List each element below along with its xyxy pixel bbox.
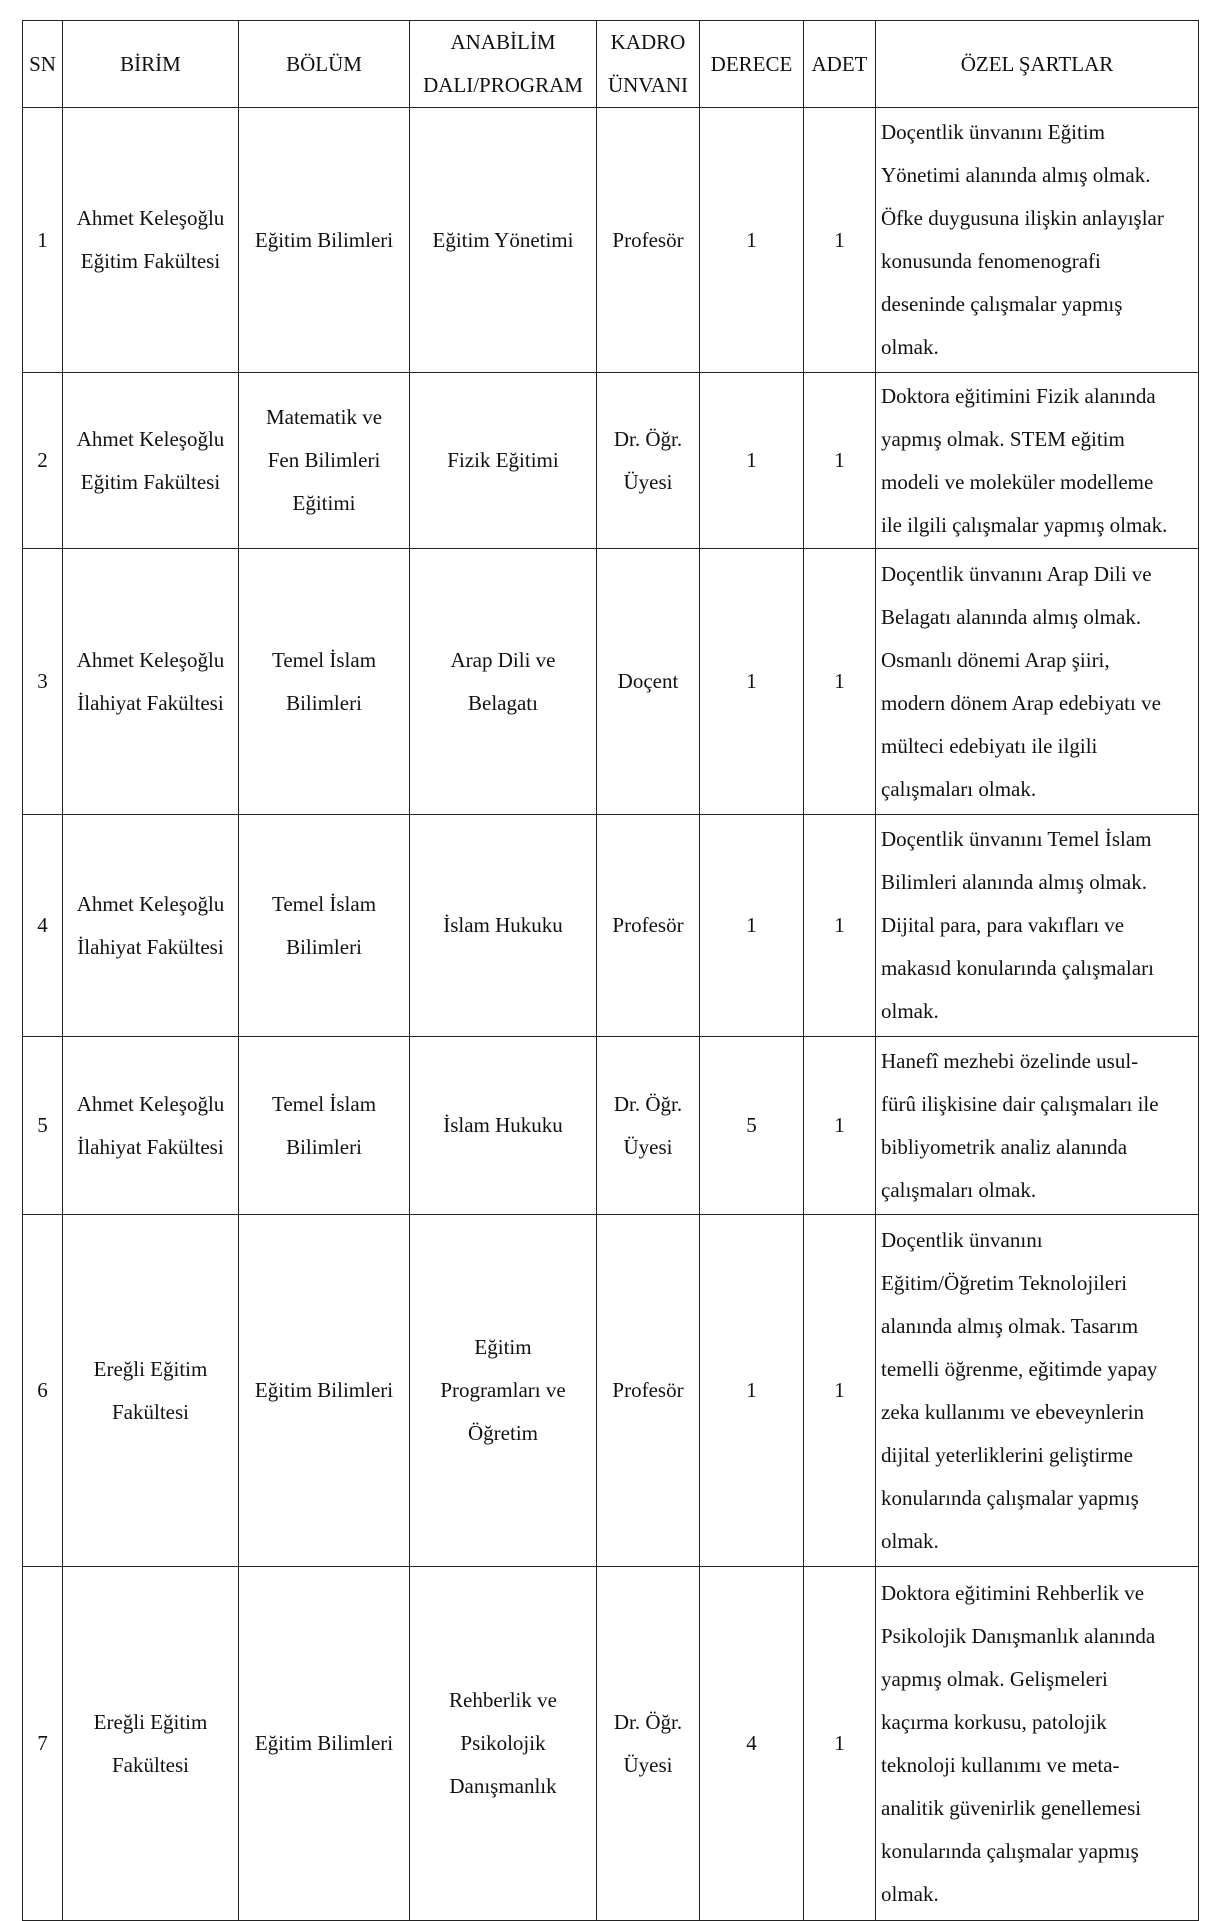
cell-derece-value: 5: [746, 1113, 757, 1137]
cell-bolum-line: Eğitimi: [292, 491, 356, 515]
cell-bolum-line: Eğitim Bilimleri: [254, 1731, 394, 1755]
cell-bolum: [239, 373, 410, 549]
cell-adet: [804, 373, 876, 549]
cell-anabilim-line: Öğretim: [468, 1421, 538, 1445]
cell-bolum-line: Eğitim Bilimleri: [254, 227, 394, 252]
cell-bolum: [239, 549, 410, 815]
cell-sn-value: 5: [37, 1113, 48, 1137]
cell-anabilim: [410, 373, 597, 549]
cell-ozel-sartlar-line: olmak.: [881, 1881, 939, 1906]
cell-birim-line: Eğitim Fakültesi: [80, 469, 221, 494]
cell-ozel-sartlar-line: Doçentlik ünvanını: [881, 1227, 1043, 1252]
cell-derece-value: 1: [746, 448, 757, 472]
cell-anabilim-line: Arap Dili ve: [450, 647, 556, 672]
cell-anabilim: [410, 108, 597, 373]
table-row: [23, 815, 1199, 1037]
cell-bolum: [239, 1215, 410, 1567]
cell-adet-value: 1: [834, 1731, 845, 1755]
cell-ozel-sartlar: [876, 1037, 1199, 1215]
cell-ozel-sartlar-line: Osmanlı dönemi Arap şiiri,: [881, 647, 1110, 672]
cell-sn: [23, 815, 63, 1037]
cell-sn-value: 4: [37, 913, 48, 937]
cell-ozel-sartlar-line: Doktora eğitimini Fizik alanında: [881, 383, 1156, 408]
cell-bolum: [239, 1567, 410, 1921]
cell-ozel-sartlar-line: zeka kullanımı ve ebeveynlerin: [881, 1399, 1144, 1424]
cell-birim-line: Fakültesi: [112, 1752, 189, 1777]
cell-derece: [700, 815, 804, 1037]
header-adet: ADET: [804, 21, 876, 108]
cell-sn: [23, 108, 63, 373]
cell-anabilim-line: İslam Hukuku: [443, 913, 563, 937]
cell-anabilim-line: İslam Hukuku: [443, 1113, 563, 1137]
cell-bolum-line: Fen Bilimleri: [267, 448, 381, 472]
cell-ozel-sartlar-line: konusunda fenomenografi: [881, 249, 1101, 273]
cell-adet-value: 1: [834, 1113, 845, 1137]
cell-adet: [804, 549, 876, 815]
cell-ozel-sartlar-line: Hanefî mezhebi özelinde usul-: [881, 1048, 1139, 1073]
cell-anabilim-line: Programları ve: [440, 1378, 566, 1402]
cell-kadro: [597, 549, 700, 815]
cell-anabilim: [410, 549, 597, 815]
cell-ozel-sartlar-line: Doçentlik ünvanını Temel İslam: [881, 827, 1152, 851]
cell-birim-line: İlahiyat Fakültesi: [77, 934, 224, 959]
cell-birim: [63, 373, 239, 549]
cell-derece: [700, 1567, 804, 1921]
cell-sn: [23, 1037, 63, 1215]
cell-kadro: [597, 108, 700, 373]
cell-kadro-line: Üyesi: [623, 1134, 673, 1159]
cell-bolum-line: Temel İslam: [271, 891, 377, 916]
cell-sn: [23, 1215, 63, 1567]
cell-derece: [700, 108, 804, 373]
cell-kadro: [597, 1037, 700, 1215]
header-birim: BİRİM: [63, 21, 239, 108]
cell-ozel-sartlar: [876, 1215, 1199, 1567]
cell-anabilim-line: Psikolojik: [460, 1731, 546, 1755]
cell-bolum-line: Temel İslam: [271, 647, 377, 672]
cell-bolum: [239, 815, 410, 1037]
cell-bolum-line: Bilimleri: [286, 1134, 362, 1159]
cell-sn-value: 7: [37, 1731, 48, 1755]
cell-ozel-sartlar-line: Psikolojik Danışmanlık alanında: [881, 1623, 1156, 1648]
cell-ozel-sartlar-line: çalışmaları olmak.: [881, 776, 1037, 801]
cell-ozel-sartlar-line: konularında çalışmalar yapmış: [881, 1485, 1139, 1510]
cell-kadro-line: Doçent: [617, 669, 679, 693]
cell-kadro-line: Dr. Öğr.: [613, 1091, 683, 1116]
cell-birim-line: Ahmet Keleşoğlu: [76, 206, 225, 230]
cell-kadro-line: Üyesi: [623, 1752, 673, 1777]
cell-bolum-line: Eğitim Bilimleri: [254, 1378, 394, 1402]
cell-anabilim-line: Eğitim Yönetimi: [432, 227, 574, 252]
cell-ozel-sartlar-line: Öfke duygusuna ilişkin anlayışlar: [881, 206, 1164, 230]
cell-birim: [63, 108, 239, 373]
cell-birim-line: İlahiyat Fakültesi: [77, 1134, 224, 1159]
header-bolum: BÖLÜM: [239, 21, 410, 108]
staff-position-table: [22, 20, 1199, 1921]
cell-adet-value: 1: [834, 227, 845, 252]
table-row: [23, 1215, 1199, 1567]
cell-birim-line: Ereğli Eğitim: [93, 1709, 208, 1734]
cell-kadro: [597, 1215, 700, 1567]
cell-birim-line: İlahiyat Fakültesi: [77, 690, 224, 715]
cell-ozel-sartlar: [876, 549, 1199, 815]
cell-bolum: [239, 1037, 410, 1215]
cell-bolum: [239, 108, 410, 373]
cell-bolum-line: Matematik ve: [265, 405, 383, 429]
header-row: [23, 21, 1199, 108]
table-row: [23, 549, 1199, 815]
cell-derece-value: 1: [746, 669, 757, 693]
cell-derece: [700, 373, 804, 549]
cell-ozel-sartlar-line: makasıd konularında çalışmaları: [881, 956, 1154, 980]
cell-kadro: [597, 815, 700, 1037]
cell-ozel-sartlar-line: analitik güvenirlik genellemesi: [881, 1795, 1142, 1820]
cell-birim: [63, 1567, 239, 1921]
header-kadro: KADRO ÜNVANI: [597, 21, 700, 108]
cell-ozel-sartlar: [876, 815, 1199, 1037]
cell-derece: [700, 1215, 804, 1567]
cell-kadro-line: Profesör: [612, 913, 684, 937]
cell-anabilim-line: Rehberlik ve: [449, 1688, 557, 1712]
cell-ozel-sartlar-line: bibliyometrik analiz alanında: [881, 1134, 1128, 1159]
cell-kadro: [597, 1567, 700, 1921]
cell-anabilim: [410, 815, 597, 1037]
cell-ozel-sartlar-line: temelli öğrenme, eğitimde yapay: [881, 1356, 1158, 1381]
cell-ozel-sartlar-line: konularında çalışmalar yapmış: [881, 1838, 1139, 1863]
header-anabilim: ANABİLİM DALI/PROGRAM: [410, 21, 597, 108]
cell-ozel-sartlar-line: çalışmaları olmak.: [881, 1177, 1037, 1202]
cell-ozel-sartlar-line: modeli ve moleküler modelleme: [881, 469, 1154, 494]
cell-bolum-line: Bilimleri: [286, 934, 362, 959]
cell-ozel-sartlar-line: olmak.: [881, 1528, 939, 1553]
table-row: [23, 373, 1199, 549]
cell-adet: [804, 1215, 876, 1567]
cell-adet: [804, 815, 876, 1037]
cell-derece: [700, 1037, 804, 1215]
cell-sn: [23, 549, 63, 815]
cell-kadro-line: Profesör: [612, 227, 684, 252]
cell-derece-value: 1: [746, 227, 757, 252]
cell-ozel-sartlar-line: ile ilgili çalışmalar yapmış olmak.: [881, 512, 1168, 537]
table-row: [23, 1567, 1199, 1921]
cell-birim-line: Ereğli Eğitim: [93, 1356, 208, 1381]
cell-birim-line: Ahmet Keleşoğlu: [76, 891, 225, 916]
cell-ozel-sartlar-line: yapmış olmak. Gelişmeleri: [881, 1666, 1108, 1691]
table-row: [23, 108, 1199, 373]
cell-anabilim-line: Eğitim: [474, 1335, 532, 1359]
cell-birim: [63, 815, 239, 1037]
cell-kadro-line: Üyesi: [623, 469, 673, 494]
cell-sn-value: 2: [37, 448, 48, 472]
cell-ozel-sartlar-line: Doktora eğitimini Rehberlik ve: [881, 1580, 1145, 1605]
cell-adet: [804, 108, 876, 373]
cell-adet-value: 1: [834, 448, 845, 472]
cell-sn-value: 1: [37, 227, 48, 252]
cell-derece: [700, 549, 804, 815]
cell-ozel-sartlar: [876, 108, 1199, 373]
cell-kadro: [597, 373, 700, 549]
cell-birim: [63, 1037, 239, 1215]
cell-ozel-sartlar-line: kaçırma korkusu, patolojik: [881, 1709, 1107, 1734]
cell-ozel-sartlar-line: modern dönem Arap edebiyatı ve: [881, 690, 1161, 715]
cell-ozel-sartlar-line: olmak.: [881, 999, 939, 1023]
cell-anabilim-line: Fizik Eğitimi: [447, 448, 559, 472]
document-page: [22, 20, 1198, 1921]
cell-adet: [804, 1567, 876, 1921]
cell-birim-line: Fakültesi: [112, 1399, 189, 1424]
cell-adet-value: 1: [834, 913, 845, 937]
cell-anabilim: [410, 1215, 597, 1567]
header-ozel-sartlar: ÖZEL ŞARTLAR: [876, 21, 1199, 108]
cell-sn-value: 3: [37, 669, 48, 693]
cell-ozel-sartlar-line: Yönetimi alanında almış olmak.: [881, 163, 1151, 187]
cell-ozel-sartlar-line: Doçentlik ünvanını Arap Dili ve: [881, 561, 1152, 586]
table-body: [23, 108, 1199, 1921]
cell-kadro-line: Profesör: [612, 1378, 684, 1402]
cell-kadro-line: Dr. Öğr.: [613, 426, 683, 451]
header-sn: SN: [23, 21, 63, 108]
cell-ozel-sartlar-line: Eğitim/Öğretim Teknolojileri: [881, 1270, 1128, 1295]
cell-ozel-sartlar-line: mülteci edebiyatı ile ilgili: [881, 733, 1098, 758]
header-derece: DERECE: [700, 21, 804, 108]
cell-ozel-sartlar-line: alanında almış olmak. Tasarım: [881, 1313, 1139, 1338]
cell-kadro-line: Dr. Öğr.: [613, 1709, 683, 1734]
cell-ozel-sartlar: [876, 1567, 1199, 1921]
cell-birim-line: Eğitim Fakültesi: [80, 249, 221, 273]
cell-ozel-sartlar: [876, 373, 1199, 549]
cell-birim-line: Ahmet Keleşoğlu: [76, 647, 225, 672]
cell-anabilim-line: Belagatı: [468, 690, 538, 715]
cell-derece-value: 4: [746, 1731, 757, 1755]
cell-anabilim-line: Danışmanlık: [449, 1774, 557, 1798]
cell-birim-line: Ahmet Keleşoğlu: [76, 426, 225, 451]
cell-ozel-sartlar-line: Bilimleri alanında almış olmak.: [881, 870, 1147, 894]
cell-sn-value: 6: [37, 1378, 48, 1402]
cell-sn: [23, 373, 63, 549]
cell-anabilim: [410, 1567, 597, 1921]
cell-derece-value: 1: [746, 1378, 757, 1402]
cell-ozel-sartlar-line: Dijital para, para vakıfları ve: [881, 913, 1125, 937]
cell-anabilim: [410, 1037, 597, 1215]
cell-birim: [63, 1215, 239, 1567]
cell-ozel-sartlar-line: dijital yeterliklerini geliştirme: [881, 1442, 1133, 1467]
cell-sn: [23, 1567, 63, 1921]
cell-ozel-sartlar-line: fürû ilişkisine dair çalışmaları ile: [881, 1091, 1159, 1116]
cell-derece-value: 1: [746, 913, 757, 937]
cell-birim: [63, 549, 239, 815]
cell-ozel-sartlar-line: Belagatı alanında almış olmak.: [881, 604, 1142, 629]
cell-birim-line: Ahmet Keleşoğlu: [76, 1091, 225, 1116]
cell-ozel-sartlar-line: teknoloji kullanımı ve meta-: [881, 1752, 1120, 1777]
cell-ozel-sartlar-line: yapmış olmak. STEM eğitim: [881, 426, 1125, 451]
cell-adet: [804, 1037, 876, 1215]
cell-ozel-sartlar-line: olmak.: [881, 335, 939, 359]
cell-ozel-sartlar-line: deseninde çalışmalar yapmış: [881, 292, 1123, 316]
cell-ozel-sartlar-line: Doçentlik ünvanını Eğitim: [881, 120, 1105, 144]
cell-adet-value: 1: [834, 1378, 845, 1402]
cell-bolum-line: Temel İslam: [271, 1091, 377, 1116]
cell-bolum-line: Bilimleri: [286, 690, 362, 715]
table-row: [23, 1037, 1199, 1215]
cell-adet-value: 1: [834, 669, 845, 693]
